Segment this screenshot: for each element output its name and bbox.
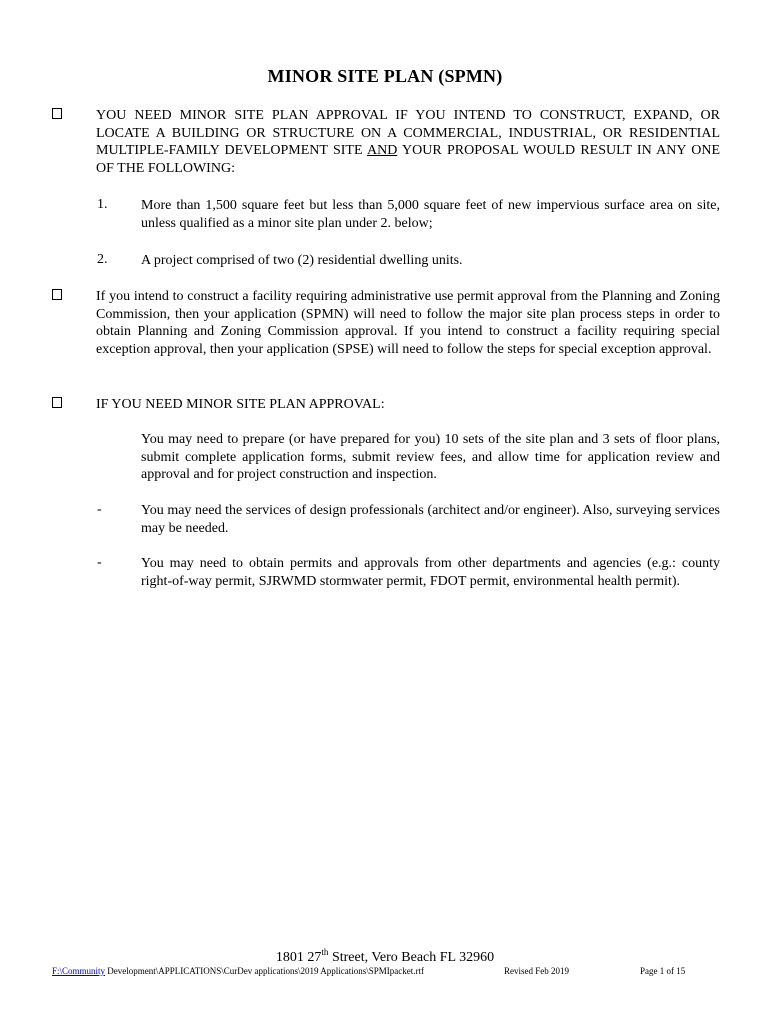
footer-path-rest: Development\APPLICATIONS\CurDev applications\2019 Applications\SPMIpacket.rtf bbox=[105, 966, 424, 976]
page-footer bbox=[52, 966, 722, 978]
footer-revised-date: Revised Feb 2019 bbox=[504, 966, 569, 976]
list-item-text: A project comprised of two (2) residential dwelling units. bbox=[141, 253, 463, 268]
section-2-text: If you intend to construct a facility requiring administrative use permit approval from the Planning and Zoning Commission, then your application (SPMN) will need to follow the major site plan process steps in order to obtain Planning and Zoning Commission approval. If you intend to construct a facility requiring special exception approval, then your application (SPSE) will need to follow the steps for special exception approval. bbox=[96, 289, 720, 357]
section-1-text bbox=[96, 107, 720, 177]
checkbox-section-3[interactable] bbox=[52, 397, 62, 408]
section-1-text-after: YOUR PROPOSAL WOULD RESULT IN ANY ONE OF THE FOLLOWING: bbox=[96, 143, 720, 176]
checkbox-section-2[interactable] bbox=[52, 289, 62, 300]
address-rest: Street, Vero Beach FL 32960 bbox=[328, 950, 495, 965]
bullet-text: You may need the services of design professionals (architect and/or engineer). Also, surveying services may be needed. bbox=[141, 503, 720, 536]
section-3-intro: You may need to prepare (or have prepared for you) 10 sets of the site plan and 3 sets of floor plans, submit complete application forms, submit review fees, and allow time for application review and approval and for project construction and inspection. bbox=[141, 432, 720, 483]
list-item-number: 2. bbox=[97, 252, 108, 267]
section-minor-site-plan-criteria bbox=[52, 107, 722, 277]
address-line bbox=[0, 947, 770, 966]
section-1-text-before: YOU NEED MINOR SITE PLAN APPROVAL IF YOU INTEND TO CONSTRUCT, EXPAND, OR LOCATE A BUILDING OR STRUCTURE ON A COMMERCIAL, INDUSTRIAL, OR RESIDENTIAL MULTIPLE-FAMILY DEVELOPMENT SITE bbox=[96, 108, 720, 159]
checkbox-section-1[interactable] bbox=[52, 108, 62, 119]
page-title: MINOR SITE PLAN (SPMN) bbox=[267, 66, 503, 86]
address-ordinal-suffix: th bbox=[321, 947, 329, 957]
list-item-text: More than 1,500 square feet but less than 5,000 square feet of new impervious surface area on site, unless qualified as a minor site plan under 2. below; bbox=[141, 198, 720, 231]
section-administrative-use bbox=[52, 288, 722, 378]
section-1-underlined-and: AND bbox=[366, 143, 398, 159]
section-if-you-need-approval bbox=[52, 396, 722, 596]
list-item-number: 1. bbox=[97, 197, 108, 212]
footer-path-link[interactable]: F:\Community bbox=[52, 966, 106, 976]
bullet-dash: - bbox=[97, 502, 102, 517]
footer-file-path bbox=[52, 966, 424, 976]
address-number: 1801 27 bbox=[275, 950, 322, 965]
section-3-heading: IF YOU NEED MINOR SITE PLAN APPROVAL: bbox=[96, 397, 385, 412]
bullet-text: You may need to obtain permits and approvals from other departments and agencies (e.g.: county right-of-way permit, SJRWMD stormwater permit, FDOT permit, environmental health permit). bbox=[141, 556, 720, 589]
footer-page-number: Page 1 of 15 bbox=[640, 966, 686, 976]
bullet-dash: - bbox=[97, 555, 102, 570]
